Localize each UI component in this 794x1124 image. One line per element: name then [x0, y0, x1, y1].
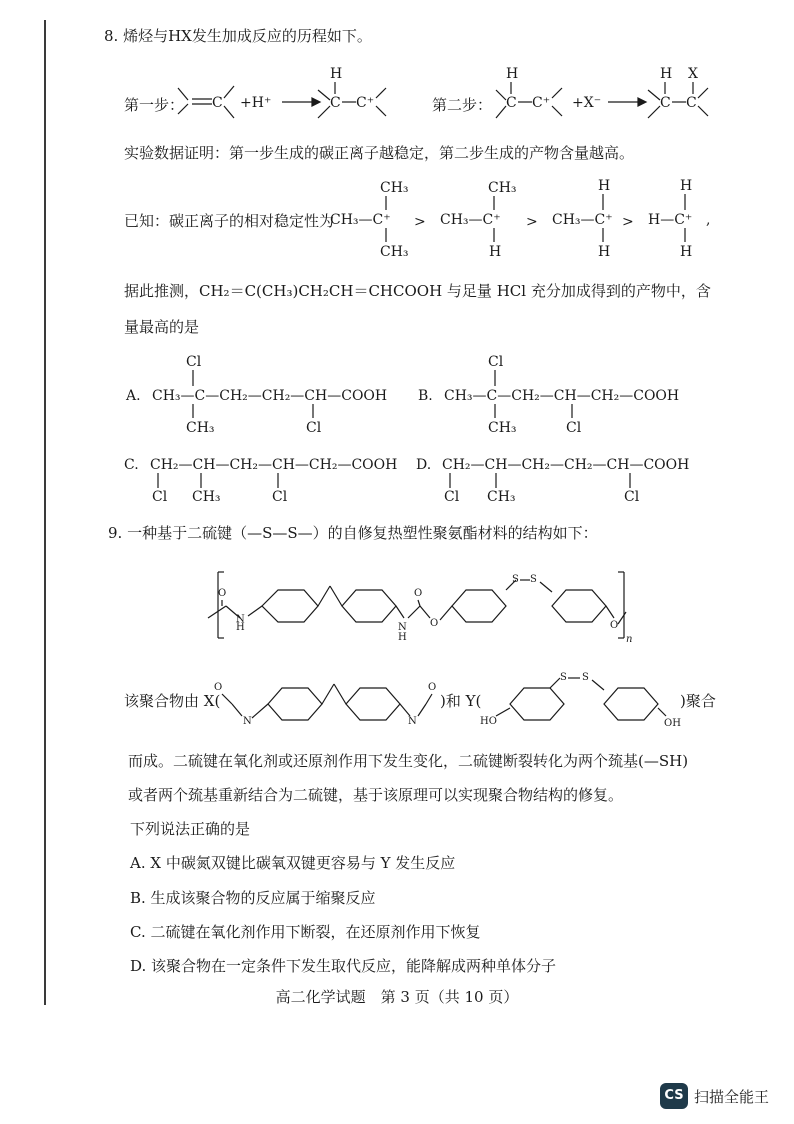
svg-text:H: H [598, 178, 611, 194]
q8-step1-label: 第一步： [124, 96, 185, 114]
step2-product [648, 66, 708, 118]
x-minus-label: +X⁻ [572, 95, 602, 111]
svg-text:,: , [706, 212, 711, 228]
svg-text:H: H [660, 66, 673, 82]
q9-monomer-mid: )和 Y( [440, 692, 482, 710]
svg-text:H: H [236, 622, 245, 633]
svg-text:Cl: Cl [152, 489, 168, 505]
q9-para1: 而成。二硫键在氧化剂或还原剂作用下发生变化，二硫键断裂转化为两个巯基(—SH) [128, 752, 689, 770]
svg-text:CH₃: CH₃ [488, 180, 517, 196]
svg-text:OH: OH [664, 718, 681, 729]
svg-text:Cl: Cl [444, 489, 460, 505]
page-footer: 高二化学试题 第 3 页（共 10 页） [275, 988, 519, 1006]
svg-text:CH₃—C⁺: CH₃—C⁺ [330, 212, 391, 228]
svg-text:N: N [236, 614, 245, 625]
step1-alkene [178, 86, 320, 118]
svg-text:O: O [414, 588, 423, 599]
svg-text:C: C [660, 95, 671, 111]
svg-text:H: H [398, 632, 407, 643]
scanner-logo-icon: CS [660, 1083, 688, 1109]
svg-text:H: H [489, 244, 502, 260]
svg-text:C: C [506, 95, 517, 111]
option-c-label: C. [124, 457, 139, 473]
svg-text:CH₃: CH₃ [487, 489, 516, 505]
svg-text:HO: HO [480, 716, 497, 727]
svg-text:CH₃: CH₃ [380, 244, 409, 260]
svg-text:O: O [610, 620, 619, 631]
svg-text:C: C [330, 95, 341, 111]
step2-carbocation [496, 66, 646, 118]
q8-step2-label: 第二步： [432, 96, 493, 114]
q8-infer-line1: 据此推测，CH₂＝C(CH₃)CH₂CH＝CHCOOH 与足量 HCl 充分加成得到的产物中，含 [124, 282, 711, 300]
svg-text:C: C [212, 95, 223, 111]
svg-text:Cl: Cl [488, 354, 504, 370]
option-a-label: A. [126, 388, 141, 404]
q8-stem: 8. 烯烃与HX发生加成反应的历程如下。 [104, 27, 372, 45]
q9-option-d: D. 该聚合物在一定条件下发生取代反应，能降解成两种单体分子 [130, 957, 557, 975]
svg-text:H—C⁺: H—C⁺ [648, 212, 693, 228]
q9-para2: 或者两个巯基重新结合为二硫键，基于该原理可以实现聚合物结构的修复。 [128, 786, 624, 804]
svg-text:CH₂—CH—CH₂—CH—CH₂—COOH: CH₂—CH—CH₂—CH—CH₂—COOH [150, 457, 398, 473]
q9-monomer-prefix: 该聚合物由 X( [124, 692, 221, 710]
svg-text:>: > [622, 214, 634, 230]
q9-question: 下列说法正确的是 [130, 820, 251, 838]
q8-known-label: 已知：碳正离子的相对稳定性为 [124, 212, 335, 230]
svg-text:CH₃—C—CH₂—CH—CH₂—COOH: CH₃—C—CH₂—CH—CH₂—COOH [444, 388, 680, 404]
svg-text:CH₃—C⁺: CH₃—C⁺ [440, 212, 501, 228]
svg-text:C⁺: C⁺ [532, 95, 551, 111]
option-d-label: D. [416, 457, 432, 473]
step1-carbocation [318, 66, 386, 118]
svg-text:O: O [214, 682, 223, 693]
svg-text:CH₃—C—CH₂—CH₂—CH—COOH: CH₃—C—CH₂—CH₂—CH—COOH [152, 388, 388, 404]
option-b-label: B. [418, 388, 433, 404]
svg-text:O: O [428, 682, 437, 693]
option-c-structure [124, 457, 397, 505]
q9-monomer-suffix: )聚合 [680, 692, 716, 710]
svg-text:S: S [530, 574, 537, 585]
q9-option-a: A. X 中碳氮双键比碳氧双键更容易与 Y 发生反应 [130, 854, 456, 872]
svg-text:H: H [598, 244, 611, 260]
svg-text:Cl: Cl [186, 354, 202, 370]
option-d-structure [416, 457, 689, 505]
svg-text:CH₃: CH₃ [380, 180, 409, 196]
q8-infer-line2: 量最高的是 [124, 318, 200, 336]
svg-text:H: H [330, 66, 343, 82]
svg-text:S: S [560, 672, 567, 683]
option-b-structure [418, 354, 679, 436]
svg-text:H: H [680, 178, 693, 194]
stability-series [330, 178, 710, 260]
svg-text:n: n [626, 634, 633, 645]
option-a-structure [125, 354, 387, 436]
q8-evidence: 实验数据证明：第一步生成的碳正离子越稳定，第二步生成的产物含量越高。 [124, 144, 635, 162]
svg-text:CH₃: CH₃ [186, 420, 215, 436]
svg-text:N: N [398, 622, 407, 633]
svg-text:>: > [526, 214, 538, 230]
svg-text:Cl: Cl [566, 420, 582, 436]
scanner-name: 扫描全能王 [694, 1088, 770, 1106]
svg-text:C⁺: C⁺ [356, 95, 375, 111]
svg-text:N: N [243, 716, 252, 727]
polymer-structure [208, 572, 632, 645]
svg-text:H: H [506, 66, 519, 82]
svg-text:O: O [430, 618, 439, 629]
svg-text:H: H [680, 244, 693, 260]
svg-text:CH₃: CH₃ [192, 489, 221, 505]
svg-text:C: C [686, 95, 697, 111]
h-plus-label: +H⁺ [240, 95, 272, 111]
svg-text:Cl: Cl [272, 489, 288, 505]
svg-text:CH₃—C⁺: CH₃—C⁺ [552, 212, 613, 228]
q9-option-c: C. 二硫键在氧化剂作用下断裂，在还原剂作用下恢复 [130, 923, 481, 941]
monomer-y-structure [480, 672, 681, 729]
svg-text:CH₃: CH₃ [488, 420, 517, 436]
svg-text:S: S [512, 574, 519, 585]
svg-text:Cl: Cl [624, 489, 640, 505]
svg-text:X: X [688, 66, 698, 82]
q9-stem: 9. 一种基于二硫键（—S—S—）的自修复热塑性聚氨酯材料的结构如下： [108, 524, 598, 542]
svg-text:S: S [582, 672, 589, 683]
svg-text:O: O [218, 588, 227, 599]
svg-text:Cl: Cl [306, 420, 322, 436]
svg-text:N: N [408, 716, 417, 727]
monomer-x-structure [214, 682, 436, 727]
svg-text:>: > [414, 214, 426, 230]
q9-option-b: B. 生成该聚合物的反应属于缩聚反应 [130, 889, 376, 907]
svg-text:CH₂—CH—CH₂—CH₂—CH—COOH: CH₂—CH—CH₂—CH₂—CH—COOH [442, 457, 690, 473]
